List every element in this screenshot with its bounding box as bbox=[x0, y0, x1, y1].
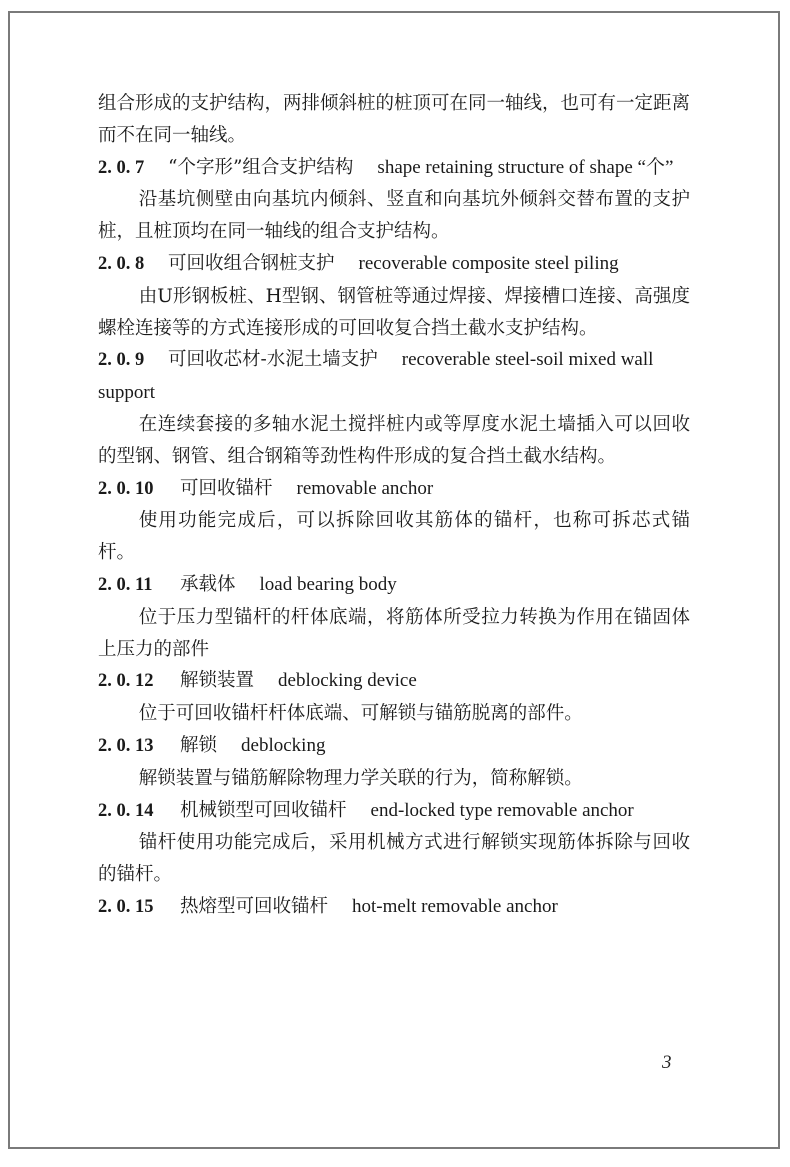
term-number: 2. 0. 9 bbox=[98, 350, 145, 371]
term-english: shape retaining structure of shape “个” bbox=[377, 156, 674, 178]
term-definition: 沿基坑侧壁由向基坑内倾斜、竖直和向基坑外倾斜交替布置的支护桩，且桩顶均在同一轴线的组合支护结构。 bbox=[98, 189, 690, 243]
term-chinese: 承载体 bbox=[180, 573, 236, 595]
term-definition: 在连续套接的多轴水泥土搅拌桩内或等厚度水泥土墙插入可以回收的型钢、钢管、组合钢箱等劲性构件形成的复合挡土截水结构。 bbox=[98, 413, 690, 467]
term-heading bbox=[98, 248, 690, 281]
term-chinese: 机械锁型可回收锚杆 bbox=[180, 799, 347, 821]
term-definition: 位于压力型锚杆的杆体底端，将筋体所受拉力转换为作用在锚固体上压力的部件 bbox=[98, 606, 690, 660]
term-number: 2. 0. 7 bbox=[98, 157, 145, 178]
term-definition: 锚杆使用功能完成后，采用机械方式进行解锁实现筋体拆除与回收的锚杆。 bbox=[98, 832, 690, 886]
term-heading bbox=[98, 569, 690, 602]
term-definition: 位于可回收锚杆杆体底端、可解锁与锚筋脱离的部件。 bbox=[138, 703, 583, 725]
term-english: recoverable composite steel piling bbox=[358, 252, 619, 274]
term-chinese: 可回收锚杆 bbox=[180, 477, 273, 499]
term-english: recoverable steel-soil mixed wall support bbox=[98, 349, 654, 404]
term-number: 2. 0. 11 bbox=[98, 574, 153, 595]
intro-paragraph: 组合形成的支护结构，两排倾斜桩的桩顶可在同一轴线，也可有一定距离而不在同一轴线。 bbox=[98, 93, 691, 146]
term-heading bbox=[98, 344, 690, 409]
term-number: 2. 0. 12 bbox=[98, 671, 154, 692]
term-chinese: 解锁装置 bbox=[180, 670, 255, 692]
term-english: load bearing body bbox=[259, 573, 397, 595]
term-chinese: “个字形”组合支护结构 bbox=[168, 156, 354, 178]
term-english: end-locked type removable anchor bbox=[370, 799, 634, 821]
term-chinese: 解锁 bbox=[180, 734, 218, 756]
term-number: 2. 0. 14 bbox=[98, 800, 154, 821]
document-body bbox=[98, 88, 690, 924]
term-heading bbox=[98, 730, 690, 763]
term-definition: 由U形钢板桩、H型钢、钢管桩等通过焊接、焊接槽口连接、高强度螺栓连接等的方式连接形成的可回收复合挡土截水支护结构。 bbox=[98, 285, 690, 339]
term-heading bbox=[98, 891, 690, 924]
term-english: deblocking bbox=[241, 734, 326, 756]
term-english: deblocking device bbox=[278, 670, 417, 692]
term-number: 2. 0. 10 bbox=[98, 478, 154, 499]
term-heading bbox=[98, 152, 690, 185]
term-number: 2. 0. 13 bbox=[98, 735, 154, 756]
term-heading bbox=[98, 665, 690, 698]
term-number: 2. 0. 8 bbox=[98, 253, 145, 274]
term-heading bbox=[98, 795, 690, 828]
term-definition: 使用功能完成后，可以拆除回收其筋体的锚杆，也称可拆芯式锚杆。 bbox=[98, 510, 690, 564]
term-english: hot-melt removable anchor bbox=[352, 895, 558, 917]
term-heading bbox=[98, 473, 690, 506]
term-number: 2. 0. 15 bbox=[98, 896, 154, 917]
term-chinese: 可回收芯材-水泥土墙支护 bbox=[168, 349, 378, 371]
term-chinese: 可回收组合钢桩支护 bbox=[168, 252, 335, 274]
term-chinese: 热熔型可回收锚杆 bbox=[180, 895, 329, 917]
term-english: removable anchor bbox=[296, 477, 434, 499]
term-definition: 解锁装置与锚筋解除物理力学关联的行为，简称解锁。 bbox=[138, 767, 583, 789]
page-number: 3 bbox=[662, 1052, 672, 1073]
